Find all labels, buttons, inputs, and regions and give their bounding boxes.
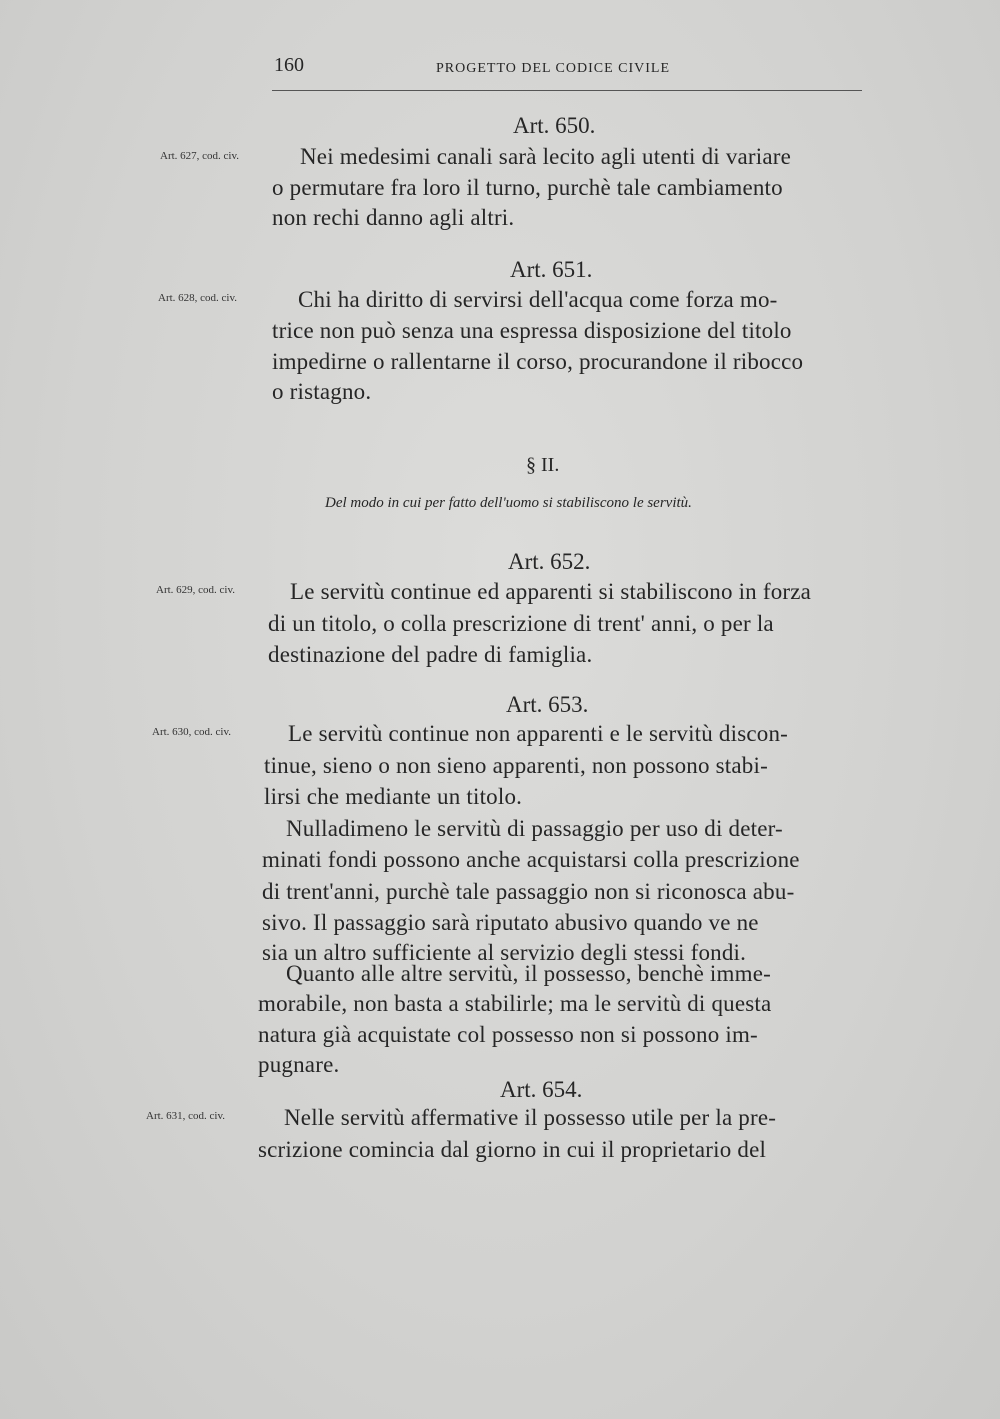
text-line: tinue, sieno o non sieno apparenti, non possono stabi- [264, 753, 768, 778]
text-line: sia un altro sufficiente al servizio degli stessi fondi. [262, 940, 747, 965]
text-line: scrizione comincia dal giorno in cui il proprietario del [258, 1137, 767, 1162]
page-number: 160 [274, 54, 304, 76]
text-line: Le servitù continue ed apparenti si stabiliscono in forza [290, 579, 812, 604]
margin-note-650: Art. 627, cod. civ. [160, 150, 240, 162]
text-line: trice non può senza una espressa disposizione del titolo [272, 318, 792, 343]
running-title: PROGETTO DEL CODICE CIVILE [436, 61, 671, 76]
text-line: Chi ha diritto di servirsi dell'acqua come forza mo- [298, 287, 778, 312]
page-header [272, 54, 862, 91]
text-line: sivo. Il passaggio sarà riputato abusivo quando ve ne [262, 910, 759, 935]
article-heading-650: Art. 650. [513, 113, 596, 138]
text-line: o permutare fra loro il turno, purchè tale cambiamento [272, 175, 783, 200]
text-line: non rechi danno agli altri. [272, 205, 515, 230]
article-heading-654: Art. 654. [500, 1077, 583, 1102]
text-line: di trent'anni, purchè tale passaggio non si riconosca abu- [262, 879, 795, 904]
text-line: Nei medesimi canali sarà lecito agli utenti di variare [300, 144, 792, 169]
text-line: di un titolo, o colla prescrizione di trent' anni, o per la [268, 611, 774, 636]
text-line: Le servitù continue non apparenti e le servitù discon- [288, 721, 789, 746]
margin-note-651: Art. 628, cod. civ. [158, 292, 238, 304]
article-heading-652: Art. 652. [508, 549, 591, 574]
text-line: impedirne o rallentarne il corso, procurandone il ribocco [272, 349, 804, 374]
section-mark: § II. [526, 454, 560, 476]
article-heading-651: Art. 651. [510, 257, 593, 282]
article-heading-653: Art. 653. [506, 692, 589, 717]
text-line: pugnare. [258, 1052, 340, 1077]
text-line: Nelle servitù affermative il possesso utile per la pre- [284, 1105, 777, 1130]
text-line: o ristagno. [272, 379, 372, 404]
text-line: natura già acquistate col possesso non si possono im- [258, 1022, 758, 1047]
margin-note-653: Art. 630, cod. civ. [152, 726, 232, 738]
text-line: destinazione del padre di famiglia. [268, 642, 593, 667]
margin-note-652: Art. 629, cod. civ. [156, 584, 236, 596]
text-line: Quanto alle altre servitù, il possesso, benchè imme- [286, 961, 771, 986]
margin-note-654: Art. 631, cod. civ. [146, 1110, 226, 1122]
text-line: Nulladimeno le servitù di passaggio per uso di deter- [286, 816, 783, 841]
text-line: morabile, non basta a stabilirle; ma le servitù di questa [258, 991, 772, 1016]
text-line: minati fondi possono anche acquistarsi colla prescrizione [262, 847, 800, 872]
text-line: lirsi che mediante un titolo. [264, 784, 523, 809]
section-title: Del modo in cui per fatto dell'uomo si stabiliscono le servitù. [325, 495, 692, 511]
